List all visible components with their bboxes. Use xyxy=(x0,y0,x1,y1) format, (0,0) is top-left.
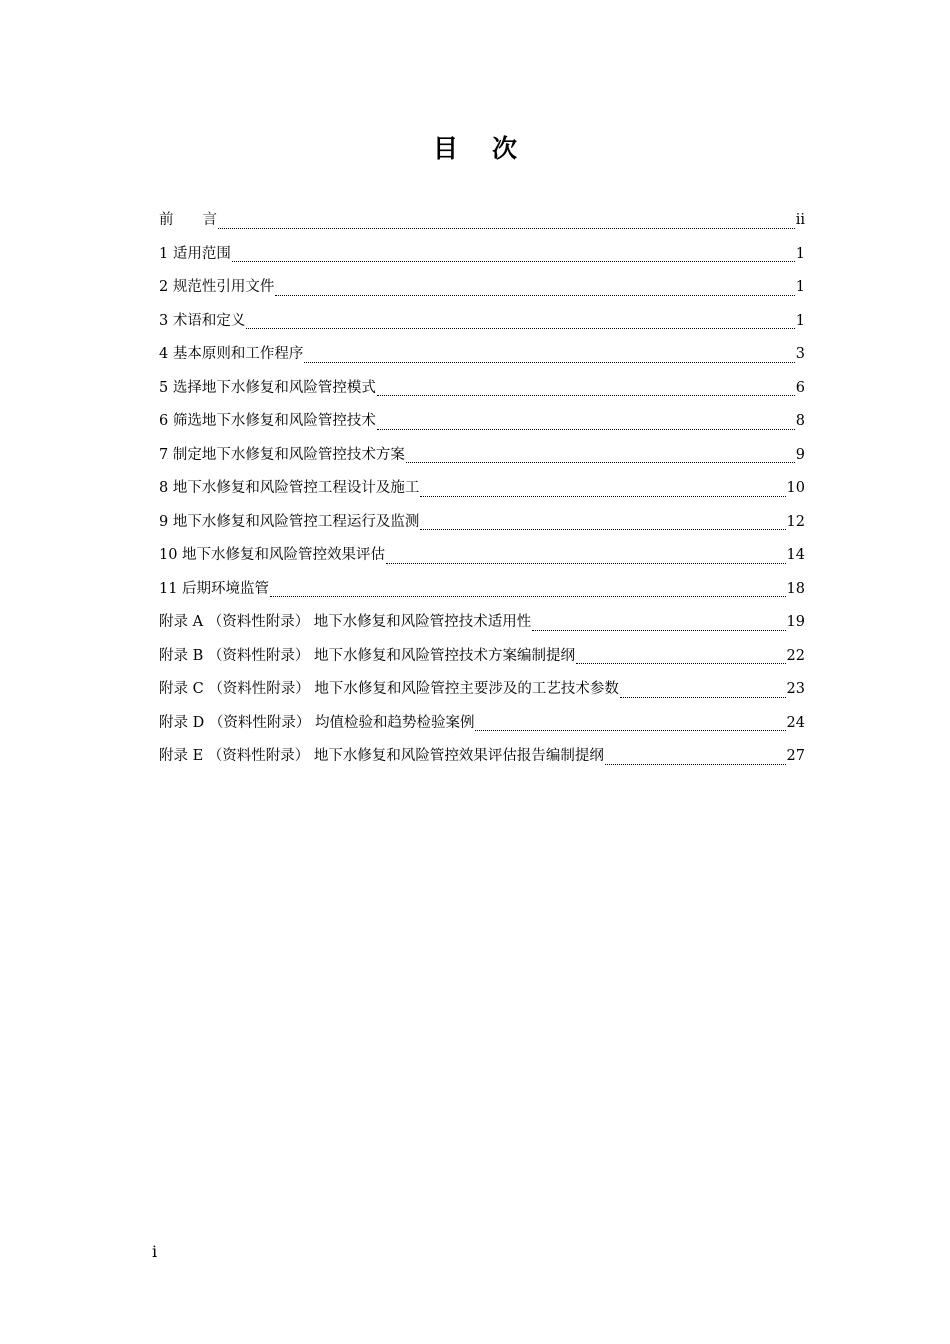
toc-entry-9[interactable] xyxy=(159,506,805,540)
toc-entry-page: 9 xyxy=(795,446,805,463)
toc-entry-page: 1 xyxy=(795,245,805,262)
toc-leader-dots xyxy=(377,429,795,430)
toc-entry-4[interactable] xyxy=(159,338,805,372)
toc-entry-page: 3 xyxy=(795,346,805,362)
toc-leader-dots xyxy=(420,529,785,530)
toc-leader-dots xyxy=(218,228,795,229)
toc-entry-label: 4 基本原则和工作程序 xyxy=(159,346,304,362)
toc-entry-label: 2 规范性引用文件 xyxy=(159,279,275,295)
toc-entry-5[interactable] xyxy=(159,372,805,406)
toc-entry-page: 1 xyxy=(795,312,805,329)
toc-entry-label: 附录 A （资料性附录） 地下水修复和风险管控技术适用性 xyxy=(159,614,532,630)
toc-entry-label: 1 适用范围 xyxy=(159,245,231,262)
toc-entry-foreword[interactable] xyxy=(159,204,805,238)
toc-leader-dots xyxy=(532,630,785,631)
toc-entry-appendix-c[interactable] xyxy=(159,673,805,707)
toc-leader-dots xyxy=(406,462,795,463)
toc-entry-label: 11 后期环境监管 xyxy=(159,580,270,597)
toc-leader-dots xyxy=(232,261,795,262)
toc-entry-label: 附录 C （资料性附录） 地下水修复和风险管控主要涉及的工艺技术参数 xyxy=(159,681,619,697)
toc-entry-page: 14 xyxy=(786,547,805,563)
toc-entry-6[interactable] xyxy=(159,405,805,439)
toc-entry-page: ii xyxy=(795,212,805,228)
toc-entry-label: 附录 E （资料性附录） 地下水修复和风险管控效果评估报告编制提纲 xyxy=(159,748,604,764)
toc-entry-label: 前 言 xyxy=(159,212,217,228)
toc-leader-dots xyxy=(270,596,785,597)
toc-entry-appendix-b[interactable] xyxy=(159,640,805,674)
toc-entry-label: 8 地下水修复和风险管控工程设计及施工 xyxy=(159,480,420,496)
toc-entry-appendix-e[interactable] xyxy=(159,740,805,774)
toc-leader-dots xyxy=(420,496,785,497)
toc-entry-label: 附录 D （资料性附录） 均值检验和趋势检验案例 xyxy=(159,714,475,731)
toc-entry-7[interactable] xyxy=(159,439,805,473)
toc-entry-10[interactable] xyxy=(159,539,805,573)
toc-entry-page: 10 xyxy=(786,480,805,496)
toc-leader-dots xyxy=(377,395,795,396)
page-title: 目次 xyxy=(432,134,551,163)
toc-entry-label: 3 术语和定义 xyxy=(159,312,246,329)
toc-entry-8[interactable] xyxy=(159,472,805,506)
toc-leader-dots xyxy=(275,295,794,296)
toc-entry-label: 5 选择地下水修复和风险管控模式 xyxy=(159,379,376,396)
toc-leader-dots xyxy=(576,663,786,664)
toc-entry-page: 23 xyxy=(786,681,805,697)
toc-entry-label: 9 地下水修复和风险管控工程运行及监测 xyxy=(159,513,420,530)
toc-entry-2[interactable] xyxy=(159,271,805,305)
toc-entry-page: 1 xyxy=(795,279,805,295)
toc-leader-dots xyxy=(304,362,794,363)
toc-entry-page: 6 xyxy=(795,379,805,396)
toc-leader-dots xyxy=(620,697,786,698)
toc-entry-3[interactable] xyxy=(159,305,805,339)
toc-entry-page: 12 xyxy=(786,513,805,530)
footer-page-number: i xyxy=(152,1242,158,1261)
toc-entry-page: 27 xyxy=(786,748,805,764)
toc-entry-page: 22 xyxy=(786,647,805,664)
toc-leader-dots xyxy=(605,764,786,765)
toc-entry-page: 18 xyxy=(786,580,805,597)
toc-entry-label: 7 制定地下水修复和风险管控技术方案 xyxy=(159,446,405,463)
toc-entry-page: 19 xyxy=(786,614,805,630)
toc-entry-11[interactable] xyxy=(159,573,805,607)
toc-entry-appendix-a[interactable] xyxy=(159,606,805,640)
table-of-contents xyxy=(159,204,805,774)
toc-entry-label: 10 地下水修复和风险管控效果评估 xyxy=(159,547,386,563)
toc-leader-dots xyxy=(386,563,785,564)
toc-entry-appendix-d[interactable] xyxy=(159,707,805,741)
toc-entry-page: 8 xyxy=(795,413,805,429)
toc-entry-1[interactable] xyxy=(159,238,805,272)
toc-entry-label: 6 筛选地下水修复和风险管控技术 xyxy=(159,413,376,429)
toc-leader-dots xyxy=(246,328,794,329)
toc-leader-dots xyxy=(475,730,785,731)
toc-entry-page: 24 xyxy=(786,714,805,731)
toc-entry-label: 附录 B （资料性附录） 地下水修复和风险管控技术方案编制提纲 xyxy=(159,647,575,664)
